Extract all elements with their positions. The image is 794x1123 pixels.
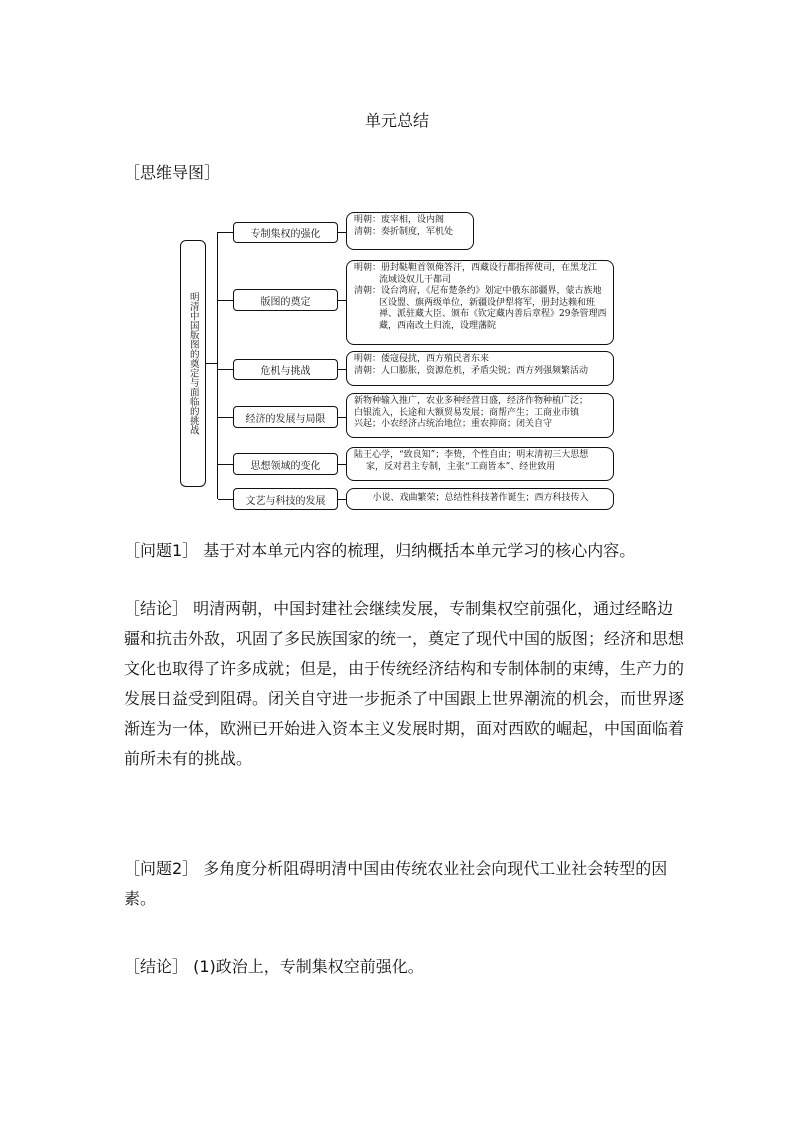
- branch-box: [233, 453, 338, 475]
- detail-box: [346, 212, 474, 250]
- branch-label: 危机与挑战: [260, 366, 311, 377]
- detail-line: 明朝：倭寇侵扰，西方殖民者东来: [354, 354, 490, 364]
- branch-box: [233, 289, 338, 311]
- detail-line: 陆王心学，“致良知”；李贽，个性自由；明末清初三大思想: [354, 450, 589, 460]
- section-label: ［思维导图］: [124, 163, 221, 182]
- detail-line: 兴起；小农经济占统治地位；重农抑商；闭关自守: [354, 419, 553, 429]
- branch-box: [233, 359, 338, 380]
- branch-connector: [218, 417, 233, 418]
- branch-box: [233, 406, 338, 428]
- conclusion-1: ［结论］ 明清两朝，中国封建社会继续发展，专制集权空前强化，通过经略边疆和抗击外敌，巩固了多民族国家的统一，奠定了现代中国的版图；经济和思想文化也取得了许多成就；但是，由于传统经济结构和专制体制的束缚，生产力的发展日益受到阻碍。闭关自守进一步扼杀了中国跟上世界潮流的机会，而世界逐渐连为一体，欧洲已开始进入资本主义发展时期，面对西欧的崛起，中国面临着前所未有的挑战。: [124, 599, 685, 768]
- detail-line: 清朝：奏折制度，军机处: [354, 226, 454, 237]
- detail-box: [346, 447, 614, 481]
- question-2: ［问题2］ 多角度分析阻碍明清中国由传统农业社会向现代工业社会转型的因素。: [124, 859, 668, 908]
- branch-connector: [218, 300, 233, 301]
- detail-line: 流域设奴儿干都司: [379, 274, 452, 285]
- branch-label: 专制集权的强化: [250, 229, 321, 240]
- mind-map-root: [180, 240, 206, 487]
- branch-connector: [218, 499, 233, 500]
- branch-box: [233, 488, 338, 510]
- detail-connector: [338, 499, 346, 500]
- mind-map: [178, 206, 618, 512]
- branch-connector: [218, 464, 233, 465]
- detail-line: 明朝：废宰相，设内阁: [354, 215, 445, 225]
- detail-connector: [338, 232, 346, 233]
- detail-line: 清朝：设台湾府，《尼布楚条约》划定中俄东部疆界，蒙古族地: [354, 286, 602, 296]
- detail-line: 明朝：册封鞑靼首领俺答汗，西藏设行都指挥使司，在黑龙江: [354, 263, 598, 273]
- detail-line: 区设盟、旗两级单位，新疆设伊犁将军，册封达赖和班: [379, 297, 596, 308]
- detail-line: 新物种输入推广，农业多种经营日盛，经济作物种植广泛；: [354, 396, 589, 406]
- detail-box: [346, 488, 614, 510]
- detail-box: [346, 393, 614, 438]
- root-connector: [206, 363, 217, 364]
- detail-line: 清朝：人口膨胀，资源危机，矛盾尖锐；西方列强频繁活动: [354, 365, 589, 376]
- detail-box: [346, 260, 614, 345]
- question-1: ［问题1］ 基于对本单元内容的梳理，归纳概括本单元学习的核心内容。: [124, 541, 636, 560]
- conclusion-2: ［结论］ (1)政治上，专制集权空前强化。: [124, 957, 424, 976]
- branch-label: 版图的奠定: [260, 296, 311, 308]
- detail-connector: [338, 369, 346, 370]
- mind-map-root-label: 明清中国版图的奠定与面临的挑战: [187, 292, 199, 435]
- detail-connector: [338, 464, 346, 465]
- branch-box: [233, 222, 338, 243]
- detail-line: 禅、派驻藏大臣、颁布《钦定藏内善后章程》29条管理西: [379, 309, 607, 319]
- detail-box: [346, 351, 614, 386]
- branch-connector: [218, 232, 233, 233]
- detail-connector: [338, 417, 346, 418]
- branch-connector: [218, 369, 233, 370]
- detail-line: 家，反对君主专制，主张“工商皆本”、经世致用: [366, 461, 556, 472]
- detail-line: 小说、戏曲繁荣；总结性科技著作诞生；西方科技传入: [372, 493, 589, 504]
- branch-label: 思想领域的变化: [250, 460, 321, 472]
- detail-connector: [338, 300, 346, 301]
- branch-label: 文艺与科技的发展: [245, 495, 326, 507]
- page-title: 单元总结: [364, 111, 429, 130]
- detail-line: 白银流入，长途和大额贸易发展；商帮产生；工商业市镇: [354, 407, 580, 418]
- branch-label: 经济的发展与局限: [245, 413, 326, 425]
- trunk-connector: [217, 232, 218, 499]
- detail-line: 藏，西南改土归流，设理藩院: [379, 320, 497, 331]
